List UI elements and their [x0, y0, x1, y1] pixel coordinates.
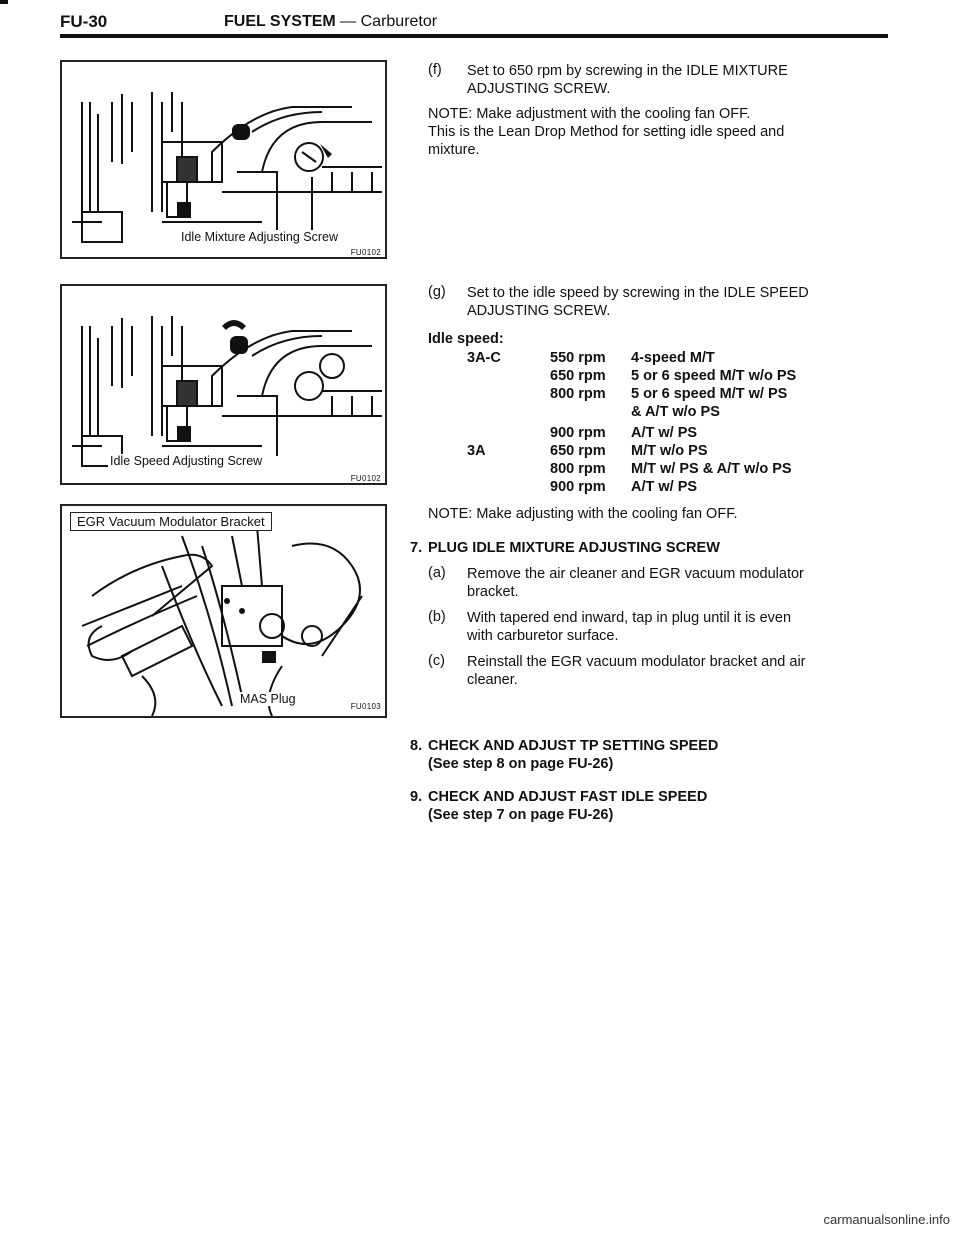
step-a-line2: bracket.: [467, 584, 519, 600]
note1-line2: This is the Lean Drop Method for setting idle speed and: [428, 124, 785, 140]
step-7-number: 7.: [410, 540, 423, 556]
plug-installation-drawing: [62, 506, 385, 716]
figure-code: FU0102: [350, 248, 381, 257]
note2: NOTE: Make adjusting with the cooling fan OFF.: [428, 506, 738, 522]
spec-condition: 5 or 6 speed M/T w/o PS: [631, 368, 797, 384]
note1-line1: NOTE: Make adjustment with the cooling fan OFF.: [428, 106, 751, 122]
step-b-line1: With tapered end inward, tap in plug until it is even: [467, 610, 792, 626]
step-b-line2: with carburetor surface.: [467, 628, 619, 644]
figure-top-label: EGR Vacuum Modulator Bracket: [70, 512, 272, 531]
step-g-label: (g): [428, 284, 446, 300]
figure-code: FU0102: [350, 474, 381, 483]
step-9-title: CHECK AND ADJUST FAST IDLE SPEED: [428, 789, 708, 805]
spec-rpm: 900 rpm: [550, 425, 606, 441]
step-9-reference: (See step 7 on page FU-26): [428, 807, 614, 823]
figure-idle-mixture: [60, 60, 387, 259]
step-c-label: (c): [428, 653, 445, 669]
figure-mas-plug: [60, 504, 387, 718]
spec-rpm: 900 rpm: [550, 479, 606, 495]
step-f-line1: Set to 650 rpm by screwing in the IDLE MIXTURE: [467, 63, 788, 79]
spec-engine: 3A-C: [467, 350, 501, 366]
carburetor-drawing: [62, 62, 385, 257]
figure-caption: Idle Speed Adjusting Screw: [110, 454, 263, 468]
page-corner-mark: [0, 0, 8, 4]
footer-watermark: carmanualsonline.info: [823, 1212, 950, 1227]
step-c-line2: cleaner.: [467, 672, 518, 688]
step-8-number: 8.: [410, 738, 423, 754]
step-8-title: CHECK AND ADJUST TP SETTING SPEED: [428, 738, 719, 754]
step-9-number: 9.: [410, 789, 423, 805]
header-rule: [60, 34, 888, 38]
spec-rpm: 800 rpm: [550, 386, 606, 402]
step-7-title: PLUG IDLE MIXTURE ADJUSTING SCREW: [428, 540, 720, 556]
step-g-line2: ADJUSTING SCREW.: [467, 303, 611, 319]
step-g-line1: Set to the idle speed by screwing in the IDLE SPEED: [467, 285, 809, 301]
spec-condition: 4-speed M/T: [631, 350, 715, 366]
figure-caption: Idle Mixture Adjusting Screw: [181, 230, 339, 244]
spec-rpm: 550 rpm: [550, 350, 606, 366]
step-b-label: (b): [428, 609, 446, 625]
spec-condition: M/T w/ PS & A/T w/o PS: [631, 461, 792, 477]
figure-idle-speed: [60, 284, 387, 485]
spec-condition: 5 or 6 speed M/T w/ PS: [631, 386, 788, 402]
spec-rpm: 650 rpm: [550, 368, 606, 384]
page-code: FU-30: [60, 12, 108, 31]
spec-condition: A/T w/ PS: [631, 425, 698, 441]
spec-rpm: 800 rpm: [550, 461, 606, 477]
figure-caption: MAS Plug: [240, 692, 296, 706]
step-f-line2: ADJUSTING SCREW.: [467, 81, 611, 97]
section-title: FUEL SYSTEM — Carburetor: [224, 13, 438, 30]
figure-code: FU0103: [350, 702, 381, 711]
step-a-label: (a): [428, 565, 446, 581]
spec-condition: M/T w/o PS: [631, 443, 708, 459]
spec-rpm: 650 rpm: [550, 443, 606, 459]
spec-engine: 3A: [467, 443, 486, 459]
step-f-label: (f): [428, 62, 442, 78]
spec-condition: & A/T w/o PS: [631, 404, 720, 420]
spec-condition: A/T w/ PS: [631, 479, 698, 495]
note1-line3: mixture.: [428, 142, 480, 158]
step-a-line1: Remove the air cleaner and EGR vacuum modulator: [467, 566, 804, 582]
step-c-line1: Reinstall the EGR vacuum modulator bracket and air: [467, 654, 806, 670]
step-8-reference: (See step 8 on page FU-26): [428, 756, 614, 772]
idle-speed-title: Idle speed:: [428, 331, 504, 347]
